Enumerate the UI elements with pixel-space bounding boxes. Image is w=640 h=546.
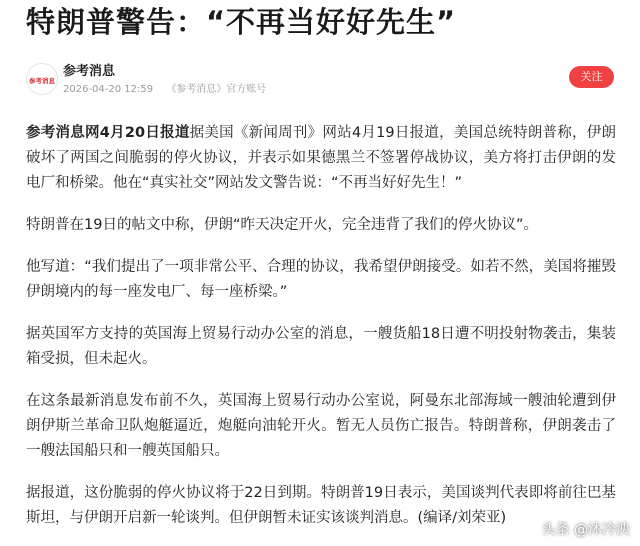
page-title: 特朗普警告：“不再当好好先生” xyxy=(26,5,457,39)
paragraph-5: 在这条最新消息发布前不久，英国海上贸易行动办公室说，阿曼东北部海域一艘油轮遭到伊朗伊斯兰革命卫队炮艇逼近，炮艇向油轮开火。暂无人员伤亡报告。特朗普称，伊朗袭击了一艘法国船只和一艘英国船只。 xyxy=(26,393,616,459)
paragraph-text: 据美国《新闻周刊》网站4月19日报道，美国总统特朗普称，伊朗破坏了两国之间脆弱的停火协议，并表示如果德黑兰不签署停战协议，美方将打击伊朗的发电厂和桥梁。他在“真实社交”网站发文警告说：“不再当好好先生！” xyxy=(26,125,616,191)
article-body xyxy=(26,121,616,546)
cankao-xiaoxi-logo-icon xyxy=(27,64,57,94)
watermark: 头条 @沐冷泱 xyxy=(541,522,630,538)
account-label: 《参考消息》官方账号 xyxy=(166,84,267,95)
paragraph-3: 他写道：“我们提出了一项非常公平、合理的协议，我希望伊朗接受。如若不然，美国将摧毁伊朗境内的每一座发电厂、每一座桥梁。” xyxy=(26,259,616,300)
paragraph-4: 据英国军方支持的英国海上贸易行动办公室的消息，一艘货船18日遭不明投射物袭击，集装箱受损，但未起火。 xyxy=(26,326,616,367)
author-name[interactable]: 参考消息 xyxy=(63,64,116,79)
paragraph-6: 据报道，这份脆弱的停火协议将于22日到期。特朗普19日表示，美国谈判代表即将前往巴基斯坦，与伊朗开启新一轮谈判。但伊朗暂未证实该谈判消息。(编译/刘荣亚) xyxy=(26,485,616,526)
dateline: 参考消息网4月20日报道 xyxy=(26,125,190,141)
follow-button[interactable]: 关注 xyxy=(569,66,614,88)
avatar[interactable] xyxy=(26,63,58,95)
author-row xyxy=(26,62,614,102)
paragraph-1 xyxy=(26,121,616,196)
logo-text: 参考消息 xyxy=(29,77,55,85)
paragraph-2: 特朗普在19日的帖文中称，伊朗“昨天决定开火，完全违背了我们的停火协议”。 xyxy=(26,217,538,233)
article-meta xyxy=(63,83,276,97)
publish-time: 2026-04-20 12:59 xyxy=(63,84,154,95)
